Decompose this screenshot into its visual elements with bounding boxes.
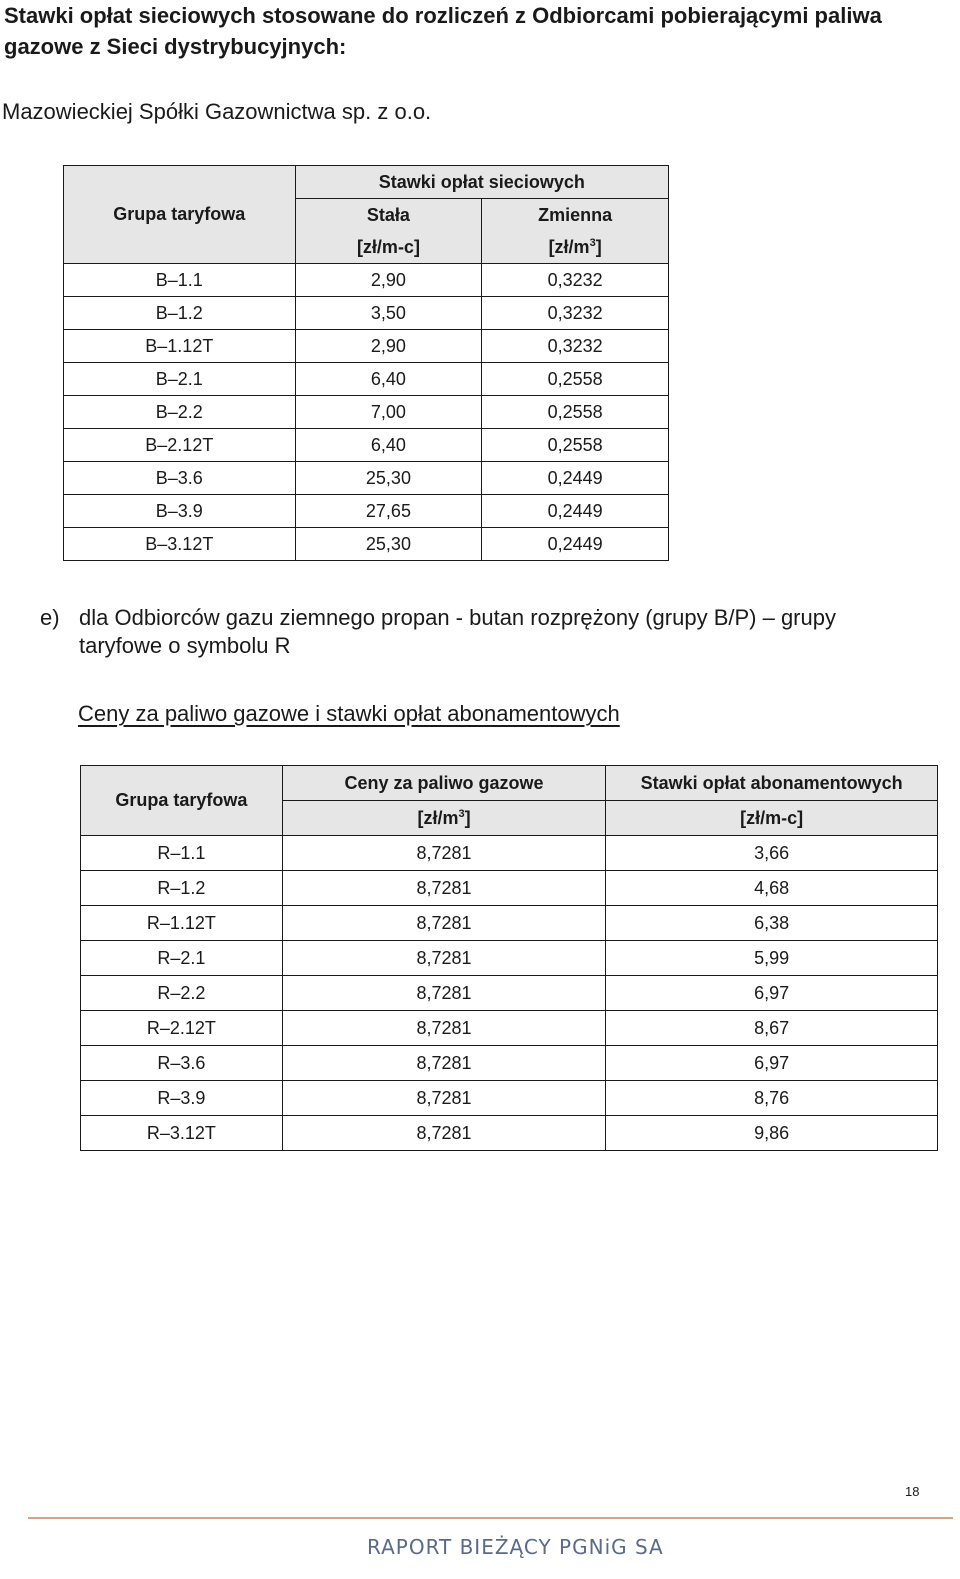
fixed-cell: 25,30 [295,528,482,561]
fixed-rate-unit: [zł/m-c] [295,231,482,264]
group-cell: R–1.12T [81,906,283,941]
fuel-price-unit: $[zł/m^3]$ [282,801,606,836]
company-name: Mazowieckiej Spółki Gazownictwa sp. z o.o. [2,99,432,124]
table-row [81,976,938,1011]
group-header: Grupa taryfowa [81,766,283,836]
group-cell: B–2.1 [64,363,296,396]
network-rates-header: Stawki opłat sieciowych [295,166,668,199]
fuel-price-cell: 8,7281 [282,1116,606,1151]
variable-cell: 0,2558 [482,429,669,462]
group-cell: R–3.6 [81,1046,283,1081]
table-row [81,1081,938,1116]
group-cell: B–3.12T [64,528,296,561]
list-marker: e) [40,605,60,630]
table-row [81,1116,938,1151]
fuel-price-cell: 8,7281 [282,976,606,1011]
table-row [64,363,669,396]
group-cell: R–2.2 [81,976,283,1011]
table-row [81,836,938,871]
group-cell: B–3.9 [64,495,296,528]
group-cell: R–2.12T [81,1011,283,1046]
variable-cell: 0,2558 [482,396,669,429]
group-cell: R–1.1 [81,836,283,871]
fee-cell: 3,66 [606,836,938,871]
network-rates-table [63,165,669,561]
fixed-cell: 2,90 [295,264,482,297]
group-cell: R–3.9 [81,1081,283,1116]
fixed-cell: 6,40 [295,363,482,396]
fixed-cell: 2,90 [295,330,482,363]
fuel-price-cell: 8,7281 [282,871,606,906]
page-number: 18 [905,1484,920,1499]
page-heading: Stawki opłat sieciowych stosowane do rozliczeń z Odbiorcami pobierającymi paliwa gazowe z Sieci dystrybucyjnych: [4,3,882,59]
fuel-price-cell: 8,7281 [282,836,606,871]
variable-cell: 0,3232 [482,264,669,297]
table-row [81,941,938,976]
group-cell: R–3.12T [81,1116,283,1151]
fee-cell: 8,76 [606,1081,938,1116]
fixed-cell: 3,50 [295,297,482,330]
variable-cell: 0,2558 [482,363,669,396]
fuel-price-cell: 8,7281 [282,1046,606,1081]
table-row [64,429,669,462]
group-cell: B–1.2 [64,297,296,330]
fuel-prices-table [80,765,938,1151]
table-row [64,462,669,495]
subscription-fee-header: Stawki opłat abonamentowych [606,766,938,801]
table-row [64,396,669,429]
fixed-cell: 6,40 [295,429,482,462]
table-row [81,906,938,941]
fuel-price-cell: 8,7281 [282,1011,606,1046]
fee-cell: 9,86 [606,1116,938,1151]
table-row [81,1011,938,1046]
table-row [64,330,669,363]
table-row [64,297,669,330]
variable-cell: 0,2449 [482,528,669,561]
variable-cell: 0,3232 [482,330,669,363]
variable-cell: 0,2449 [482,462,669,495]
fee-cell: 8,67 [606,1011,938,1046]
fee-cell: 6,97 [606,1046,938,1081]
group-cell: R–2.1 [81,941,283,976]
variable-rate-unit: $[zł/m^3]$ [482,231,669,264]
fixed-cell: 27,65 [295,495,482,528]
fixed-cell: 25,30 [295,462,482,495]
variable-cell: 0,3232 [482,297,669,330]
list-item-text: dla Odbiorców gazu ziemnego propan - butan rozprężony (grupy B/P) – grupy taryfowe o symbolu R [79,605,836,658]
fee-cell: 5,99 [606,941,938,976]
table-row [64,264,669,297]
group-header: Grupa taryfowa [64,166,296,264]
table-row [64,495,669,528]
table-row [81,871,938,906]
fuel-price-header: Ceny za paliwo gazowe [282,766,606,801]
subscription-fee-unit: [zł/m-c] [606,801,938,836]
footer-divider [28,1517,953,1519]
group-cell: B–1.12T [64,330,296,363]
group-cell: B–2.2 [64,396,296,429]
footer-report-title: RAPORT BIEŻĄCY PGNiG SA [367,1535,664,1559]
fee-cell: 6,38 [606,906,938,941]
fuel-price-cell: 8,7281 [282,1081,606,1116]
fixed-cell: 7,00 [295,396,482,429]
fee-cell: 6,97 [606,976,938,1011]
variable-cell: 0,2449 [482,495,669,528]
table-row [64,528,669,561]
section-subheading: Ceny za paliwo gazowe i stawki opłat abonamentowych [78,701,620,726]
variable-rate-header: Zmienna [482,199,669,232]
group-cell: B–2.12T [64,429,296,462]
table-row [81,1046,938,1081]
fee-cell: 4,68 [606,871,938,906]
fuel-price-cell: 8,7281 [282,941,606,976]
fuel-price-cell: 8,7281 [282,906,606,941]
group-cell: B–1.1 [64,264,296,297]
group-cell: R–1.2 [81,871,283,906]
group-cell: B–3.6 [64,462,296,495]
fixed-rate-header: Stała [295,199,482,232]
